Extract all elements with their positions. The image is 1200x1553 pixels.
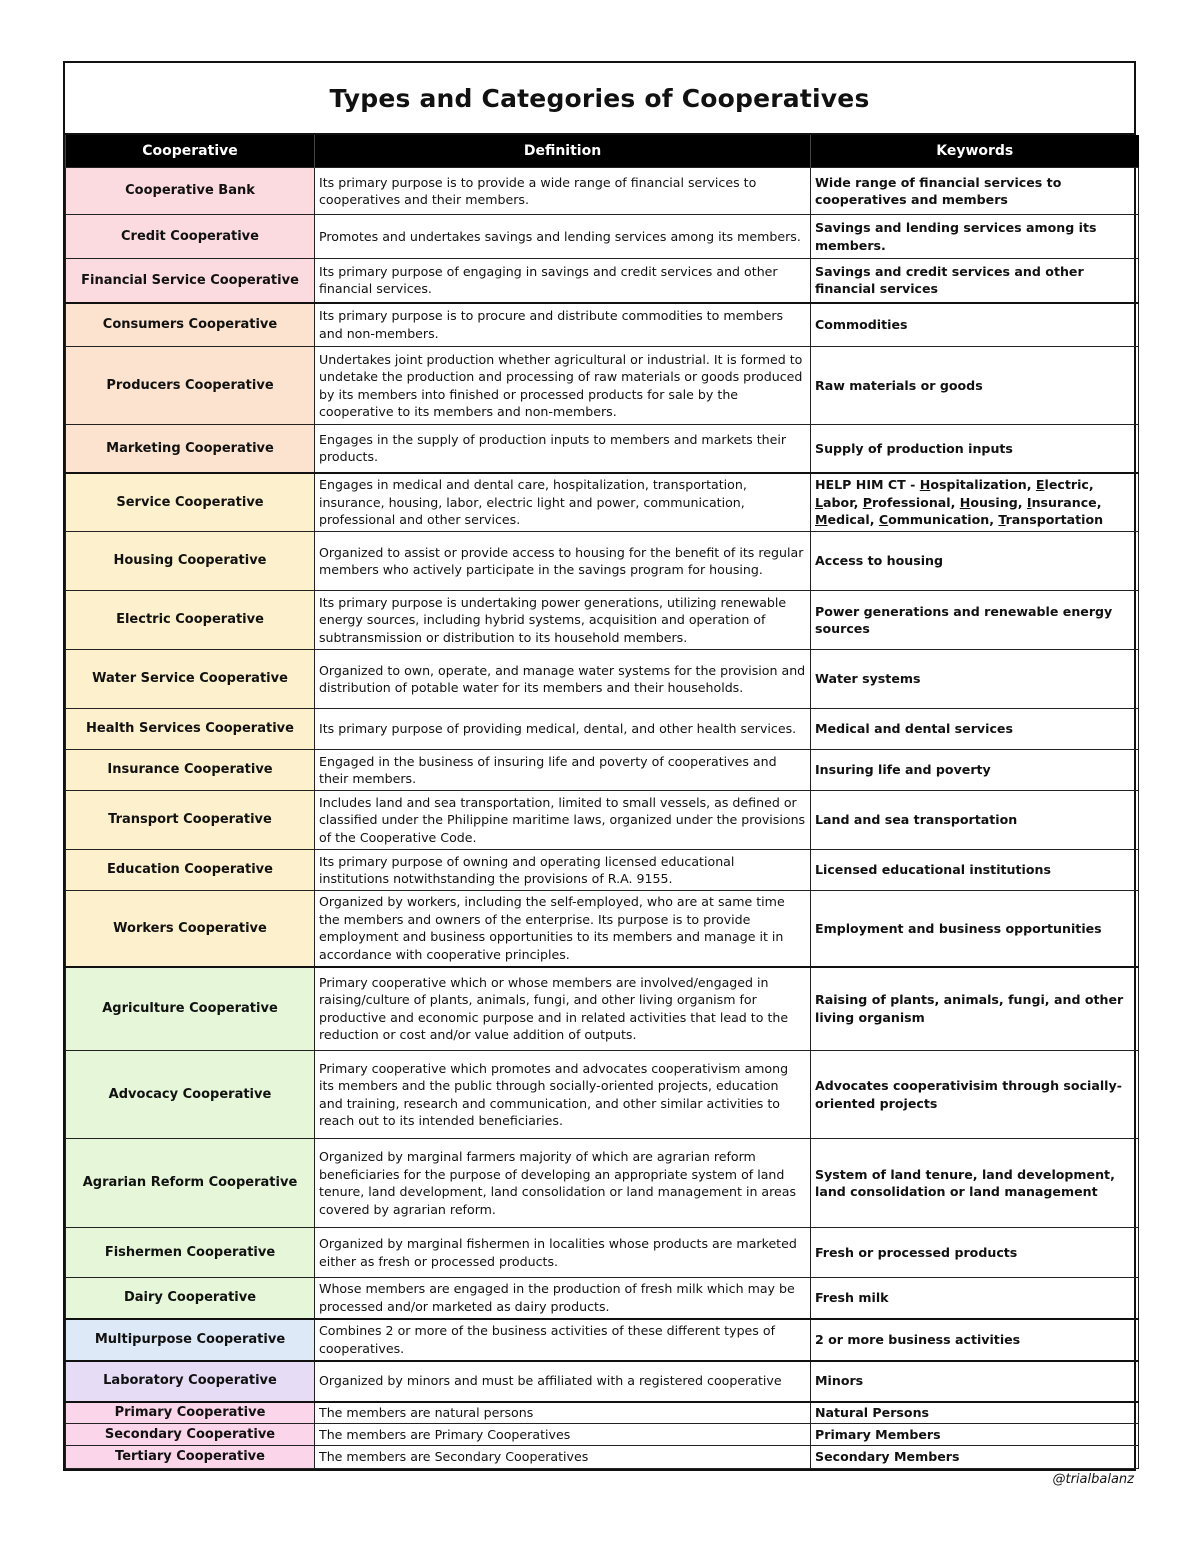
mnemonic-letter: P bbox=[862, 494, 872, 510]
cooperative-keywords: 2 or more business activities bbox=[811, 1319, 1139, 1361]
footer-handle: @trialbalanz bbox=[1052, 1472, 1134, 1487]
mnemonic-letter: H bbox=[919, 477, 931, 492]
cooperative-name: Credit Cooperative bbox=[66, 215, 315, 259]
cooperative-name: Insurance Cooperative bbox=[66, 750, 315, 791]
cooperative-definition: Engages in the supply of production inputs to members and markets their products. bbox=[315, 425, 811, 473]
header-cooperative: Cooperative bbox=[66, 135, 315, 168]
cooperative-name: Laboratory Cooperative bbox=[66, 1361, 315, 1402]
mnemonic-letter: L bbox=[815, 494, 824, 510]
mnemonic-word-rest: ospitalization bbox=[930, 477, 1027, 492]
table-row bbox=[66, 425, 1139, 473]
cooperative-keywords: Licensed educational institutions bbox=[811, 850, 1139, 891]
cooperative-name: Agriculture Cooperative bbox=[66, 967, 315, 1051]
cooperative-definition: Primary cooperative which or whose members are involved/engaged in raising/culture of plants, animals, fungi, and other living organism for productive and economic purpose and in related activities that lead to the reduction or cost and/or value addition of outputs. bbox=[315, 967, 811, 1051]
cooperative-keywords: Wide range of financial services to cooperatives and members bbox=[811, 168, 1139, 215]
title-row bbox=[65, 63, 1134, 135]
cooperative-name: Water Service Cooperative bbox=[66, 650, 315, 709]
cooperative-definition: Organized by marginal fishermen in localities whose products are marketed either as fresh or processed products. bbox=[315, 1228, 811, 1278]
cooperatives-sheet bbox=[63, 61, 1136, 1471]
cooperative-keywords: Medical and dental services bbox=[811, 709, 1139, 750]
mnemonic-word-rest: abor bbox=[823, 494, 854, 510]
cooperative-definition: Its primary purpose is undertaking power generations, utilizing renewable energy sources, including hybrid systems, acquisition and operation of subtransmission or distribution to its household members. bbox=[315, 591, 811, 650]
table-row bbox=[66, 168, 1139, 215]
cooperative-keywords: Power generations and renewable energy sources bbox=[811, 591, 1139, 650]
table-row bbox=[66, 1319, 1139, 1361]
cooperative-definition: The members are Secondary Cooperatives bbox=[315, 1446, 811, 1469]
cooperative-keywords: System of land tenure, land development, land consolidation or land management bbox=[811, 1139, 1139, 1228]
table-row bbox=[66, 532, 1139, 591]
header-definition: Definition bbox=[315, 135, 811, 168]
table-row bbox=[66, 1228, 1139, 1278]
page-title: Types and Categories of Cooperatives bbox=[329, 83, 870, 113]
cooperative-keywords: Raising of plants, animals, fungi, and other living organism bbox=[811, 967, 1139, 1051]
mnemonic-word-rest: ousing bbox=[970, 494, 1018, 510]
mnemonic-word-rest: nsurance bbox=[1031, 494, 1097, 510]
table-row bbox=[66, 791, 1139, 850]
table-row bbox=[66, 850, 1139, 891]
mnemonic-letter: C bbox=[878, 512, 889, 527]
cooperative-keywords: Employment and business opportunities bbox=[811, 891, 1139, 967]
cooperative-name: Advocacy Cooperative bbox=[66, 1051, 315, 1139]
table-row bbox=[66, 967, 1139, 1051]
cooperative-name: Dairy Cooperative bbox=[66, 1278, 315, 1319]
cooperative-definition: Organized by minors and must be affiliated with a registered cooperative bbox=[315, 1361, 811, 1402]
cooperative-definition: Whose members are engaged in the production of fresh milk which may be processed and/or marketed as dairy products. bbox=[315, 1278, 811, 1319]
table-row bbox=[66, 1051, 1139, 1139]
cooperative-definition: Its primary purpose of providing medical, dental, and other health services. bbox=[315, 709, 811, 750]
table-row bbox=[66, 215, 1139, 259]
table-row bbox=[66, 1446, 1139, 1469]
cooperative-name: Workers Cooperative bbox=[66, 891, 315, 967]
table-row bbox=[66, 650, 1139, 709]
mnemonic-letter: H bbox=[959, 494, 971, 510]
cooperative-name: Cooperative Bank bbox=[66, 168, 315, 215]
table-row bbox=[66, 709, 1139, 750]
cooperative-name: Marketing Cooperative bbox=[66, 425, 315, 473]
cooperative-definition: Its primary purpose of owning and operating licensed educational institutions notwithstanding the provisions of R.A. 9155. bbox=[315, 850, 811, 891]
cooperative-name: Consumers Cooperative bbox=[66, 303, 315, 347]
cooperative-keywords: Advocates cooperativisim through socially-oriented projects bbox=[811, 1051, 1139, 1139]
table-row bbox=[66, 347, 1139, 425]
cooperative-name: Electric Cooperative bbox=[66, 591, 315, 650]
cooperative-definition: Undertakes joint production whether agricultural or industrial. It is formed to undetake the production and processing of raw materials or goods produced by its members into finished or processed products for sale by the cooperative to its members and non-members. bbox=[315, 347, 811, 425]
cooperative-name: Education Cooperative bbox=[66, 850, 315, 891]
table-header-row bbox=[66, 135, 1139, 168]
cooperative-name: Tertiary Cooperative bbox=[66, 1446, 315, 1469]
cooperative-keywords: HELP HIM CT - Hospitalization, Electric, Labor, Professional, Housing, Insurance, Medical, Communication, Transportation bbox=[811, 473, 1139, 532]
table-row bbox=[66, 591, 1139, 650]
cooperative-definition: Primary cooperative which promotes and advocates cooperativism among its members and the public through socially-oriented projects, education and training, research and communication, and other similar activities to reach out to its intended beneficiaries. bbox=[315, 1051, 811, 1139]
cooperative-keywords: Commodities bbox=[811, 303, 1139, 347]
cooperative-definition: The members are natural persons bbox=[315, 1402, 811, 1424]
mnemonic-letter: M bbox=[815, 512, 828, 527]
header-keywords: Keywords bbox=[811, 135, 1139, 168]
mnemonic-prefix: HELP HIM CT - bbox=[815, 477, 920, 492]
cooperative-keywords: Water systems bbox=[811, 650, 1139, 709]
mnemonic-word-rest: lectric bbox=[1044, 477, 1089, 492]
cooperative-name: Financial Service Cooperative bbox=[66, 259, 315, 303]
cooperative-keywords: Insuring life and poverty bbox=[811, 750, 1139, 791]
cooperative-name: Multipurpose Cooperative bbox=[66, 1319, 315, 1361]
cooperative-name: Transport Cooperative bbox=[66, 791, 315, 850]
table-row bbox=[66, 259, 1139, 303]
cooperative-definition: Organized to own, operate, and manage water systems for the provision and distribution of potable water for its members and their households. bbox=[315, 650, 811, 709]
mnemonic-letter: E bbox=[1035, 477, 1045, 492]
cooperative-name: Producers Cooperative bbox=[66, 347, 315, 425]
mnemonic-word-rest: ommunication bbox=[888, 512, 990, 527]
cooperative-definition: Its primary purpose of engaging in savings and credit services and other financial services. bbox=[315, 259, 811, 303]
cooperative-keywords: Access to housing bbox=[811, 532, 1139, 591]
cooperative-definition: Organized to assist or provide access to housing for the benefit of its regular members who actively participate in the savings program for housing. bbox=[315, 532, 811, 591]
cooperative-name: Health Services Cooperative bbox=[66, 709, 315, 750]
cooperative-name: Fishermen Cooperative bbox=[66, 1228, 315, 1278]
cooperative-definition: Combines 2 or more of the business activities of these different types of cooperatives. bbox=[315, 1319, 811, 1361]
cooperative-definition: Engages in medical and dental care, hospitalization, transportation, insurance, housing, labor, electric light and power, communication, professional and other services. bbox=[315, 473, 811, 532]
mnemonic-word-rest: rofessional bbox=[871, 494, 951, 510]
cooperative-keywords: Primary Members bbox=[811, 1424, 1139, 1446]
mnemonic-letter: I bbox=[1026, 494, 1032, 510]
mnemonic-letter: T bbox=[998, 512, 1006, 527]
cooperative-definition: Includes land and sea transportation, limited to small vessels, as defined or classified under the Philippine maritime laws, organized under the provisions of the Cooperative Code. bbox=[315, 791, 811, 850]
cooperative-keywords: Raw materials or goods bbox=[811, 347, 1139, 425]
table-row bbox=[66, 1424, 1139, 1446]
table-row bbox=[66, 1361, 1139, 1402]
cooperative-name: Housing Cooperative bbox=[66, 532, 315, 591]
cooperative-name: Primary Cooperative bbox=[66, 1402, 315, 1424]
table-row bbox=[66, 891, 1139, 967]
cooperative-name: Agrarian Reform Cooperative bbox=[66, 1139, 315, 1228]
cooperative-keywords: Minors bbox=[811, 1361, 1139, 1402]
mnemonic-word-rest: ransportation bbox=[1005, 512, 1104, 527]
cooperative-keywords: Savings and lending services among its members. bbox=[811, 215, 1139, 259]
cooperative-definition: Organized by marginal farmers majority of which are agrarian reform beneficiaries for the purpose of developing an appropriate system of land tenure, land development, land consolidation or land management in areas covered by agrarian reform. bbox=[315, 1139, 811, 1228]
cooperative-keywords: Fresh milk bbox=[811, 1278, 1139, 1319]
mnemonic-word-rest: edical bbox=[827, 512, 870, 527]
cooperative-keywords: Fresh or processed products bbox=[811, 1228, 1139, 1278]
cooperative-keywords: Land and sea transportation bbox=[811, 791, 1139, 850]
cooperative-keywords: Secondary Members bbox=[811, 1446, 1139, 1469]
cooperative-definition: Engaged in the business of insuring life and poverty of cooperatives and their members. bbox=[315, 750, 811, 791]
cooperative-definition: Its primary purpose is to procure and distribute commodities to members and non-members. bbox=[315, 303, 811, 347]
cooperative-keywords: Supply of production inputs bbox=[811, 425, 1139, 473]
table-row bbox=[66, 1139, 1139, 1228]
table-body bbox=[66, 168, 1139, 1469]
table-row bbox=[66, 750, 1139, 791]
cooperative-name: Service Cooperative bbox=[66, 473, 315, 532]
cooperative-definition: Promotes and undertakes savings and lending services among its members. bbox=[315, 215, 811, 259]
cooperative-definition: Its primary purpose is to provide a wide range of financial services to cooperatives and their members. bbox=[315, 168, 811, 215]
cooperative-keywords: Natural Persons bbox=[811, 1402, 1139, 1424]
table-row bbox=[66, 303, 1139, 347]
cooperative-definition: The members are Primary Cooperatives bbox=[315, 1424, 811, 1446]
cooperative-name: Secondary Cooperative bbox=[66, 1424, 315, 1446]
cooperative-definition: Organized by workers, including the self-employed, who are at same time the members and owners of the enterprise. Its purpose is to provide employment and business opportunities to its members and manage it in accordance with cooperative principles. bbox=[315, 891, 811, 967]
table-row bbox=[66, 473, 1139, 532]
cooperative-keywords: Savings and credit services and other financial services bbox=[811, 259, 1139, 303]
table-row bbox=[66, 1402, 1139, 1424]
table-row bbox=[66, 1278, 1139, 1319]
cooperatives-table bbox=[65, 135, 1139, 1469]
